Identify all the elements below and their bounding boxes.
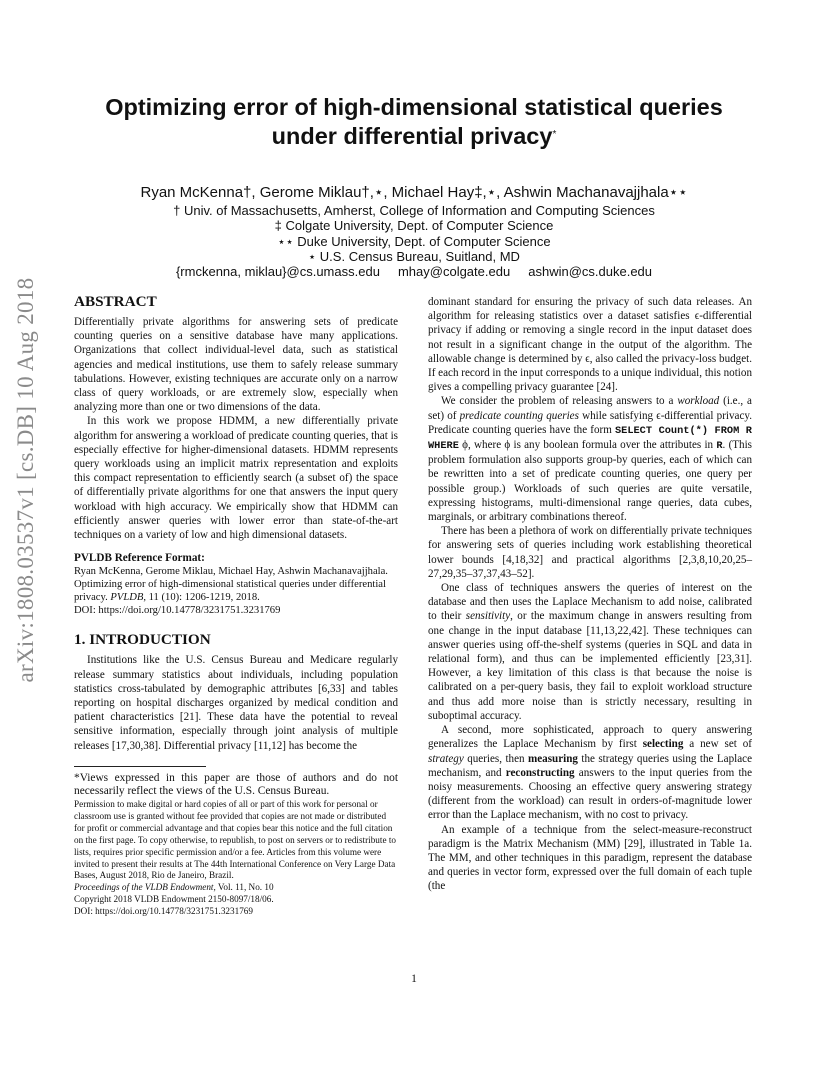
affiliation-census: ⋆ U.S. Census Bureau, Suitland, MD <box>308 248 520 264</box>
reference-authors: Ryan McKenna, Gerome Miklau, Michael Hay, Ashwin Machanavajjhala. Optimizing error of high-dimensional statistical queries under differential privacy. <box>74 566 388 603</box>
abstract-heading: ABSTRACT <box>74 293 157 310</box>
author-block <box>70 183 758 279</box>
proceedings-volume: Vol. 11, No. 10 <box>215 882 274 893</box>
abstract-paragraph-2: In this work we propose HDMM, a new differentially private algorithm for answering a workload of predicate counting queries, that is especially effective for higher-dimensional datasets. HDMM represents query workloads using an implicit matrix representation and exploits this compact representation to efficiently search (a subset of) the space of differentially private algorithms for one that answers the input query workload with high accuracy. We empirically show that HDMM can efficiently answer queries with lower error than state-of-the-art techniques on a variety of low and high dimensional datasets. <box>74 415 398 542</box>
reference-volume: , 11 (10): 1206-1219, 2018. <box>143 591 260 603</box>
page-number: 1 <box>411 973 417 985</box>
body-paragraph-4: One class of techniques answers the queries of interest on the database and then uses the Laplace Mechanism to add noise, calibrated to their sensitivity, or the maximum change in answers resulting from one change in the input database [11,13,22,42]. These techniques can answer queries using off-the-shelf systems (queries in SQL and data in relational form), and thus can be implemented efficiently [23,31]. However, a key limitation of this class is that because the noise is calibrated on a per-query basis, they fail to exploit workload structure and thus add more noise than is strictly necessary, resulting in suboptimal accuracy. <box>428 582 752 722</box>
proceedings-line <box>74 882 398 894</box>
paper-title <box>70 93 758 151</box>
footnote-disclaimer: *Views expressed in this paper are those of authors and do not necessarily reflect the views of the U.S. Census Bureau. <box>74 771 398 798</box>
footnote-doi: DOI: https://doi.org/10.14778/3231751.3231769 <box>74 906 253 917</box>
introduction-paragraph-1: Institutions like the U.S. Census Bureau and Medicare regularly release summary statistics about individuals, including population statistics cross-tabulated by demographic attributes [6,33] and tables reporting on hospital discharges organized by medical condition and patient characteristics [21]. These data have the potential to reveal sensitive information, especially through joint analysis of multiple releases [17,30,38]. Differential privacy [11,12] has become the <box>74 654 398 752</box>
reference-format <box>74 566 398 617</box>
reference-format-heading: PVLDB Reference Format: <box>74 552 205 565</box>
introduction-heading: 1. INTRODUCTION <box>74 631 211 649</box>
title-footnote-mark: * <box>552 129 557 140</box>
body-paragraph-1: dominant standard for ensuring the privacy of such data releases. An algorithm for releasing statistics over a dataset satisfies ϵ-differential privacy if adding or removing a single record in the input dataset does not result in a significant change in the output of the algorithm. The allowable change is determined by ϵ, also called the privacy-loss budget. If each record in the input corresponds to a unique individual, this notion gives a compelling privacy guarantee [24]. <box>428 296 752 394</box>
title-line-2: under differential privacy <box>271 123 553 149</box>
author-names: Ryan McKenna†, Gerome Miklau†,⋆, Michael Hay‡,⋆, Ashwin Machanavajjhala⋆⋆ <box>140 184 688 201</box>
affiliation-duke: ⋆⋆ Duke University, Dept. of Computer Science <box>277 233 551 249</box>
permission-notice: Permission to make digital or hard copies of all or part of this work for personal or classroom use is granted without fee provided that copies are not made or distributed for profit or commercial advantage and that copies bear this notice and the full citation on the first page. To copy otherwise, to republish, to post on servers or to redistribute to lists, requires prior specific permission and/or a fee. Articles from this volume were invited to present their results at The 44th International Conference on Very Large Data Bases, August 2018, Rio de Janeiro, Brazil. <box>74 799 396 881</box>
arxiv-sidebar <box>4 260 48 700</box>
abstract-paragraph-1: Differentially private algorithms for answering sets of predicate counting queries on a sensitive database have many applications. Organizations that collect individual-level data, such as statistical agencies and medical institutions, use them to safely release summary tabulations. However, existing techniques are accurate only on a narrow class of query workloads, or are extremely slow, especially when analyzing more than one or two dimensions of the data. <box>74 316 398 414</box>
body-paragraph-2: We consider the problem of releasing answers to a workload (i.e., a set) of predicate counting queries while satisfying ϵ-differential privacy. Predicate counting queries have the form SELECT Count(*) FROM R WHERE ϕ, where ϕ is any boolean formula over the attributes in R. (This problem formulation also supports group-by queries, each of which can be rewritten into a set of predicate counting queries, one query per possible group.) Workloads of such queries are quite versatile, expressing histograms, multi-dimensional range queries, data cubes, marginals, or arbitrary combinations thereof. <box>428 395 752 524</box>
proceedings-name: Proceedings of the VLDB Endowment, <box>74 882 216 893</box>
affiliation-colgate: ‡ Colgate University, Dept. of Computer Science <box>274 218 554 234</box>
footnote-rule <box>74 766 206 767</box>
body-paragraph-6: An example of a technique from the select-measure-reconstruct paradigm is the Matrix Mechanism (MM) [29], illustrated in Table 1a. The MM, and other techniques in this paradigm, represent the database and queries in vector form, expressed over the full domain of each tuple (the <box>428 823 752 893</box>
right-column <box>428 295 752 894</box>
left-column <box>74 293 398 918</box>
body-paragraph-3: There has been a plethora of work on differentially private techniques for answering sets of queries including work establishing theoretical lower bounds [4,18,32] and practical algorithms [2,3,8,10,20,25–27,29,35–37,37,43–52]. <box>428 525 752 580</box>
title-line-1: Optimizing error of high-dimensional statistical queries <box>105 94 723 120</box>
affiliation-umass: † Univ. of Massachusetts, Amherst, College of Information and Computing Sciences <box>173 203 655 218</box>
reference-doi: DOI: https://doi.org/10.14778/3231751.3231769 <box>74 604 281 616</box>
body-paragraph-5: A second, more sophisticated, approach to query answering generalizes the Laplace Mechanism by first selecting a new set of strategy queries, then measuring the strategy queries using the Laplace mechanism, and reconstructing answers to the input queries from the noisy measurements. Choosing an effective query answering strategy (different from the workload) can result in orders-of-magnitude lower error than the Laplace mechanism, with no cost to privacy. <box>428 724 752 822</box>
author-emails: {rmckenna, miklau}@cs.umass.edu mhay@colgate.edu ashwin@cs.duke.edu <box>175 264 653 280</box>
copyright-line: Copyright 2018 VLDB Endowment 2150-8097/18/06. <box>74 894 274 905</box>
reference-venue: PVLDB <box>110 591 144 603</box>
arxiv-identifier: arXiv:1808.03537v1 [cs.DB] 10 Aug 2018 <box>13 277 38 683</box>
